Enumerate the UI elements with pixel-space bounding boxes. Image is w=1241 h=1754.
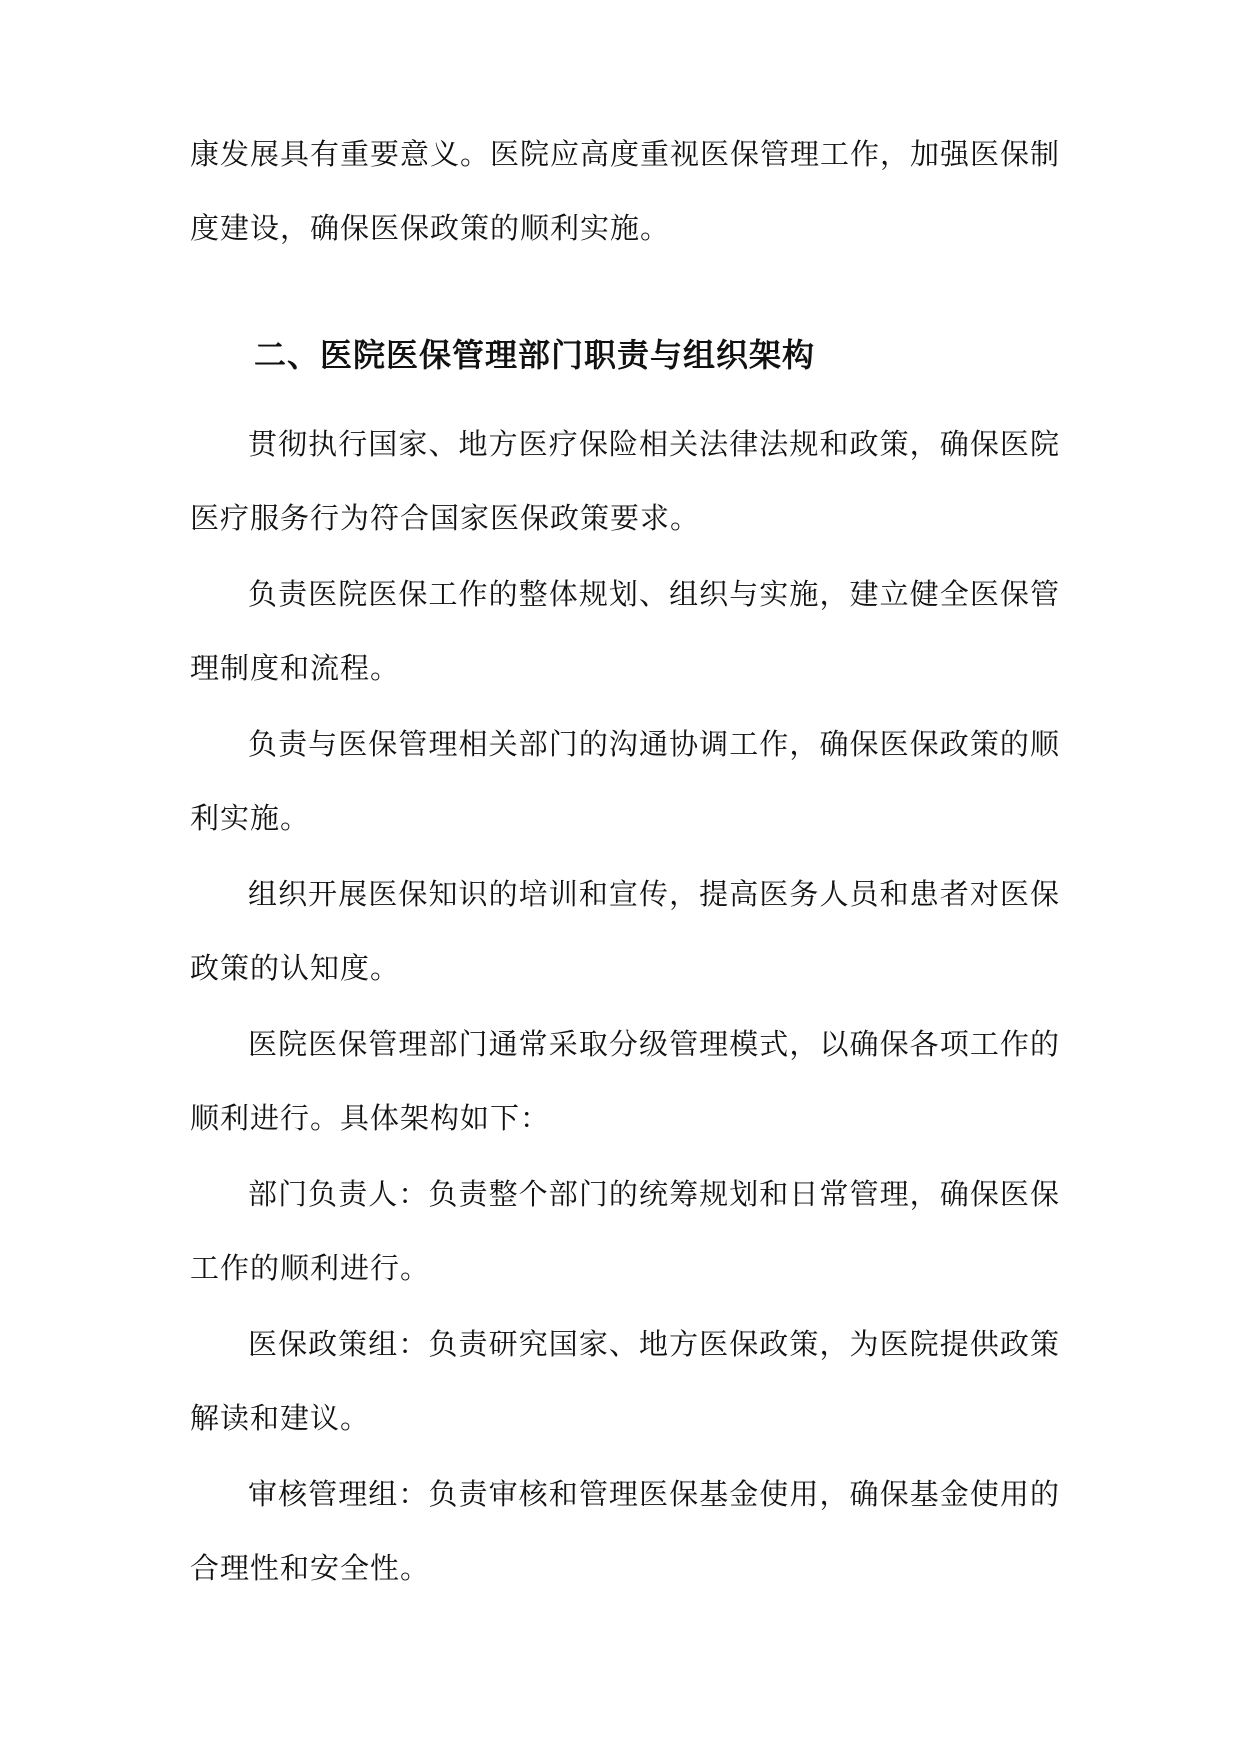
paragraph-coordination: 负责与医保管理相关部门的沟通协调工作，确保医保政策的顺利实施。 [190,727,1060,835]
paragraph-department-head: 部门负责人：负责整个部门的统筹规划和日常管理，确保医保工作的顺利进行。 [190,1177,1060,1285]
section-heading: 二、医院医保管理部门职责与组织架构 [254,336,816,374]
paragraph-policy-compliance: 贯彻执行国家、地方医疗保险相关法律法规和政策，确保医院医疗服务行为符合国家医保政策要求。 [190,427,1060,535]
paragraph-training: 组织开展医保知识的培训和宣传，提高医务人员和患者对医保政策的认知度。 [190,877,1060,985]
paragraph-audit-group: 审核管理组：负责审核和管理医保基金使用，确保基金使用的合理性和安全性。 [190,1477,1060,1585]
paragraph-structure-intro: 医院医保管理部门通常采取分级管理模式，以确保各项工作的顺利进行。具体架构如下： [190,1027,1060,1135]
intro-paragraph: 康发展具有重要意义。医院应高度重视医保管理工作，加强医保制度建设，确保医保政策的顺利实施。 [190,137,1061,245]
paragraph-overall-planning: 负责医院医保工作的整体规划、组织与实施，建立健全医保管理制度和流程。 [190,577,1060,685]
paragraph-policy-group: 医保政策组：负责研究国家、地方医保政策，为医院提供政策解读和建议。 [190,1327,1060,1435]
